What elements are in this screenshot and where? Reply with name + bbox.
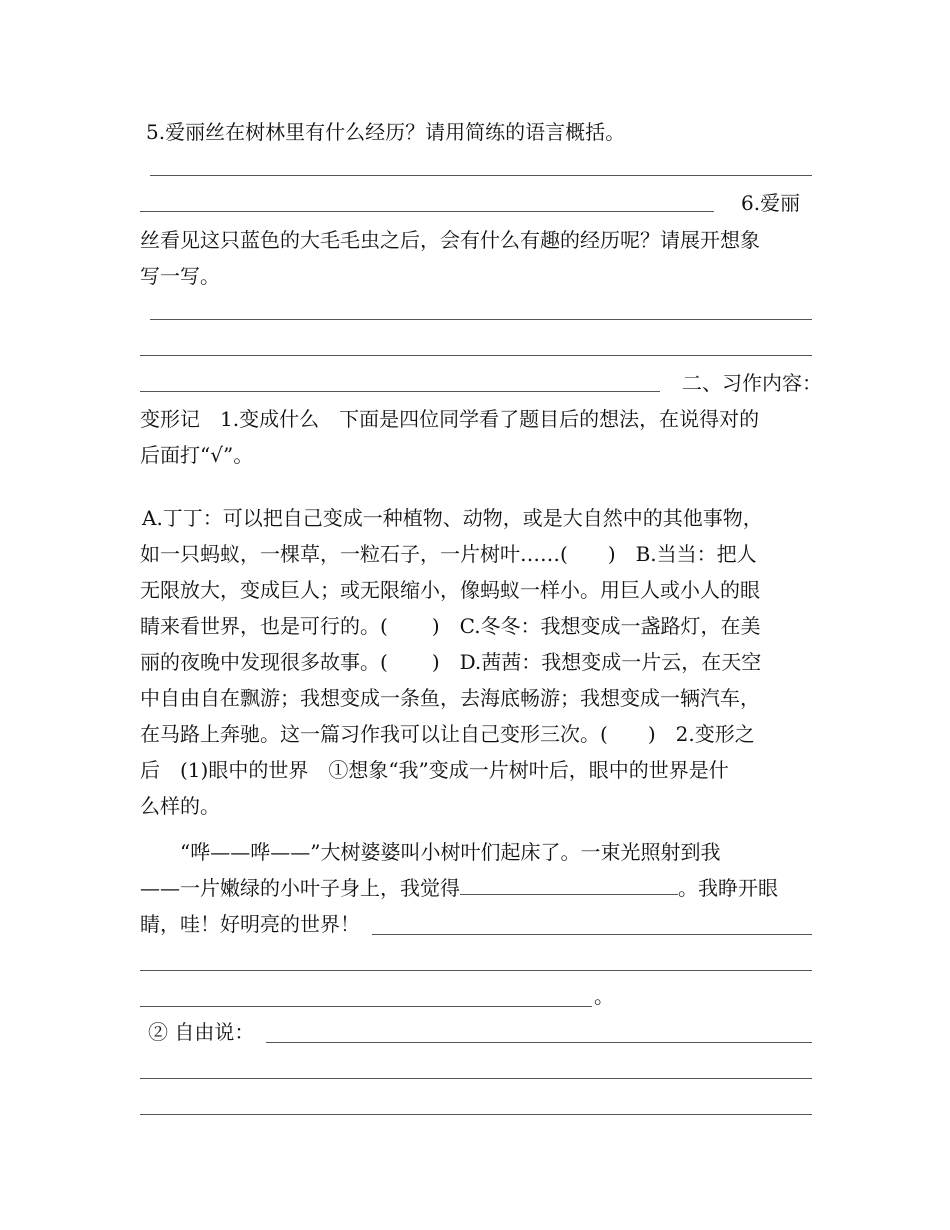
answer-line[interactable]: [140, 1078, 812, 1079]
option-text: ) B.当当：把人: [607, 542, 757, 566]
option-text: 在马路上奔驰。这一篇习作我可以让自己变形三次。(: [140, 722, 608, 746]
question-6-line: 写一写。: [140, 264, 220, 288]
answer-line[interactable]: [150, 175, 812, 176]
option-text: ) 2.变形之: [647, 722, 755, 746]
answer-line[interactable]: [140, 211, 714, 212]
answer-line[interactable]: [140, 970, 812, 971]
paragraph-line: 睛，哇！好明亮的世界！: [140, 912, 360, 936]
answer-line[interactable]: [140, 355, 812, 356]
section-heading: 二、习作内容：: [682, 371, 822, 395]
body-line: 么样的。: [140, 794, 220, 818]
question-5: 5.爱丽丝在树林里有什么经历？请用简练的语言概括。: [146, 120, 626, 144]
answer-line[interactable]: [140, 1114, 812, 1115]
body-line: 变形记 1.变成什么 下面是四位同学看了题目后的想法，在说得对的: [140, 407, 760, 431]
body-line: 后 (1)眼中的世界 ①想象“我”变成一片树叶后，眼中的世界是什: [140, 758, 729, 782]
paragraph-text: ——一片嫩绿的小叶子身上，我觉得: [140, 876, 460, 900]
option-text: 睛来看世界，也是可行的。(: [140, 614, 388, 638]
option-text: 如一只蚂蚁，一棵草，一粒石子，一片树叶……(: [140, 542, 568, 566]
option-text: ) D.茜茜：我想变成一片云，在天空: [431, 650, 762, 674]
answer-line[interactable]: [266, 1042, 812, 1043]
fill-blank[interactable]: [460, 874, 678, 895]
option-line: [140, 536, 812, 572]
option-line: [140, 716, 812, 752]
option-line: 中自由自在飘游；我想变成一条鱼，去海底畅游；我想变成一辆汽车，: [140, 686, 760, 710]
paragraph-line: “哗——哗——”大树婆婆叫小树叶们起床了。一束光照射到我: [140, 840, 721, 864]
answer-line[interactable]: [372, 934, 812, 935]
body-line: 后面打“√”。: [140, 443, 254, 467]
option-line: 无限放大，变成巨人；或无限缩小，像蚂蚁一样小。用巨人或小人的眼: [140, 578, 760, 602]
option-line: [140, 644, 812, 680]
paragraph-text: 。我睁开眼: [678, 876, 778, 900]
free-talk-label: ② 自由说：: [148, 1020, 255, 1044]
option-text: ) C.冬冬：我想变成一盏路灯，在美: [431, 614, 761, 638]
option-text: 丽的夜晚中发现很多故事。(: [140, 650, 388, 674]
question-6-line: 丝看见这只蓝色的大毛毛虫之后，会有什么有趣的经历呢？请展开想象: [140, 228, 760, 252]
period: 。: [594, 984, 614, 1008]
answer-line[interactable]: [150, 319, 812, 320]
answer-line[interactable]: [140, 391, 660, 392]
option-a: A.丁丁：可以把自己变成一种植物、动物，或是大自然中的其他事物，: [142, 506, 763, 530]
answer-line[interactable]: [140, 1006, 592, 1007]
paragraph-line: [140, 870, 812, 906]
question-6-number: 6.爱丽: [741, 191, 801, 215]
option-line: [140, 608, 812, 644]
